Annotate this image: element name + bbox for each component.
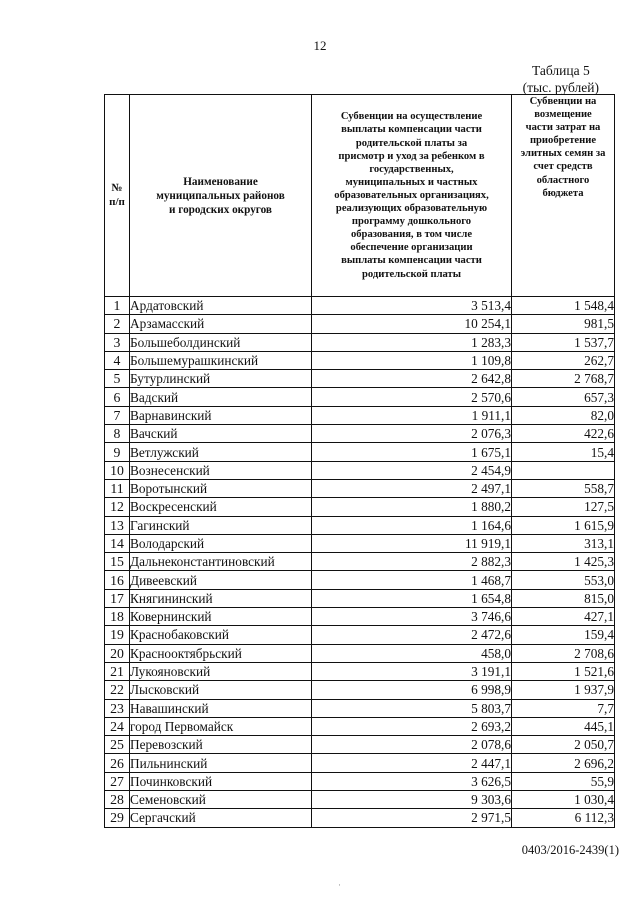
compensation-value: 3 746,6: [312, 608, 512, 626]
district-name: Большеболдинский: [130, 333, 312, 351]
header-col2-line: бюджета: [542, 187, 584, 199]
row-number: 19: [105, 626, 130, 644]
table-row: [105, 443, 615, 461]
table-row: [105, 406, 615, 424]
table-row: [105, 388, 615, 406]
row-number: 14: [105, 534, 130, 552]
district-name: Краснооктябрьский: [130, 644, 312, 662]
compensation-value: 2 693,2: [312, 717, 512, 735]
seed-subsidy-value: 1 030,4: [512, 791, 615, 809]
header-col1-line: государственных,: [369, 163, 454, 175]
district-name: Сергачский: [130, 809, 312, 827]
district-name: Лысковский: [130, 681, 312, 699]
table-unit: (тыс. рублей): [522, 80, 599, 95]
seed-subsidy-value: 82,0: [512, 406, 615, 424]
row-number: 23: [105, 699, 130, 717]
district-name: Большемурашкинский: [130, 351, 312, 369]
row-number: 4: [105, 351, 130, 369]
table-row: [105, 699, 615, 717]
district-name: Дальнеконстантиновский: [130, 553, 312, 571]
district-name: Ковернинский: [130, 608, 312, 626]
table-caption: [523, 62, 599, 96]
row-number: 15: [105, 553, 130, 571]
seed-subsidy-value: 427,1: [512, 608, 615, 626]
seed-subsidy-value: 1 937,9: [512, 681, 615, 699]
table-row: [105, 791, 615, 809]
table-row: [105, 333, 615, 351]
table-row: [105, 553, 615, 571]
seed-subsidy-value: 553,0: [512, 571, 615, 589]
district-name: Вадский: [130, 388, 312, 406]
row-number: 8: [105, 425, 130, 443]
compensation-value: 1 911,1: [312, 406, 512, 424]
seed-subsidy-value: 1 521,6: [512, 662, 615, 680]
seed-subsidy-value: 422,6: [512, 425, 615, 443]
seed-subsidy-value: 815,0: [512, 589, 615, 607]
table-header-row: [105, 95, 615, 297]
row-number: 21: [105, 662, 130, 680]
compensation-value: 1 283,3: [312, 333, 512, 351]
compensation-value: 5 803,7: [312, 699, 512, 717]
district-name: Ардатовский: [130, 297, 312, 315]
row-number: 26: [105, 754, 130, 772]
document-code: 0403/2016-2439(1): [521, 843, 619, 857]
table-row: [105, 736, 615, 754]
compensation-value: 1 654,8: [312, 589, 512, 607]
header-name-line: и городских округов: [169, 203, 272, 216]
header-col1-line: обеспечение организации: [350, 242, 473, 254]
compensation-value: 2 570,6: [312, 388, 512, 406]
table-row: [105, 479, 615, 497]
table-row: [105, 425, 615, 443]
district-name: Воскресенский: [130, 498, 312, 516]
compensation-value: 3 626,5: [312, 772, 512, 790]
table-row: [105, 315, 615, 333]
compensation-value: 2 078,6: [312, 736, 512, 754]
row-number: 13: [105, 516, 130, 534]
header-col1-line: родительской платы: [361, 268, 462, 280]
compensation-value: 11 919,1: [312, 534, 512, 552]
page-number: 12: [313, 38, 327, 53]
district-name: Гагинский: [130, 516, 312, 534]
compensation-value: 2 472,6: [312, 626, 512, 644]
district-name: Вачский: [130, 425, 312, 443]
compensation-value: 2 447,1: [312, 754, 512, 772]
row-number: 18: [105, 608, 130, 626]
row-number: 25: [105, 736, 130, 754]
header-col1-line: программу дошкольного: [351, 216, 472, 228]
district-name: Лукояновский: [130, 662, 312, 680]
header-num-line: п/п: [109, 195, 125, 208]
row-number: 1: [105, 297, 130, 315]
table-row: [105, 589, 615, 607]
table-row: [105, 297, 615, 315]
district-name: Ветлужский: [130, 443, 312, 461]
header-col1-line: Субвенции на осуществление: [340, 111, 483, 123]
seed-subsidy-value: 2 050,7: [512, 736, 615, 754]
district-name: Краснобаковский: [130, 626, 312, 644]
compensation-value: 1 675,1: [312, 443, 512, 461]
district-name: Семеновский: [130, 791, 312, 809]
seed-subsidy-value: 127,5: [512, 498, 615, 516]
seed-subsidy-value: 6 112,3: [512, 809, 615, 827]
header-col2-line: элитных семян за: [520, 148, 606, 160]
header-col1: [312, 95, 512, 297]
row-number: 11: [105, 479, 130, 497]
row-number: 17: [105, 589, 130, 607]
header-col2-line: счет средств: [533, 161, 593, 173]
district-name: Варнавинский: [130, 406, 312, 424]
row-number: 24: [105, 717, 130, 735]
seed-subsidy-value: 7,7: [512, 699, 615, 717]
district-name: Арзамасский: [130, 315, 312, 333]
compensation-value: 2 642,8: [312, 370, 512, 388]
row-number: 3: [105, 333, 130, 351]
seed-subsidy-value: 2 708,6: [512, 644, 615, 662]
district-name: город Первомайск: [130, 717, 312, 735]
row-number: 20: [105, 644, 130, 662]
subsidy-table: [104, 94, 615, 828]
seed-subsidy-value: 1 537,7: [512, 333, 615, 351]
seed-subsidy-value: 558,7: [512, 479, 615, 497]
table-row: [105, 516, 615, 534]
seed-subsidy-value: 2 768,7: [512, 370, 615, 388]
compensation-value: 2 882,3: [312, 553, 512, 571]
seed-subsidy-value: 1 425,3: [512, 553, 615, 571]
compensation-value: 2 454,9: [312, 461, 512, 479]
header-col2: [512, 95, 615, 297]
district-name: Володарский: [130, 534, 312, 552]
header-col2-line: приобретение: [529, 135, 597, 147]
header-col1-line: выплаты компенсации части: [341, 255, 482, 267]
header-col1-line: образовательных организациях,: [334, 189, 489, 201]
row-number: 27: [105, 772, 130, 790]
compensation-value: 2 076,3: [312, 425, 512, 443]
header-col2-line: Субвенции на: [529, 96, 597, 107]
compensation-value: 2 971,5: [312, 809, 512, 827]
seed-subsidy-value: 15,4: [512, 443, 615, 461]
row-number: 6: [105, 388, 130, 406]
row-number: 7: [105, 406, 130, 424]
seed-subsidy-value: 1 615,9: [512, 516, 615, 534]
table-row: [105, 370, 615, 388]
header-name: [130, 95, 312, 297]
compensation-value: 6 998,9: [312, 681, 512, 699]
table-row: [105, 754, 615, 772]
compensation-value: 1 880,2: [312, 498, 512, 516]
row-number: 22: [105, 681, 130, 699]
header-num: [105, 95, 130, 297]
district-name: Воротынский: [130, 479, 312, 497]
compensation-value: 1 164,6: [312, 516, 512, 534]
row-number: 16: [105, 571, 130, 589]
seed-subsidy-value: 981,5: [512, 315, 615, 333]
compensation-value: 9 303,6: [312, 791, 512, 809]
header-col1-line: муниципальных и частных: [345, 176, 478, 188]
header-col1-line: родительской платы за: [355, 137, 468, 149]
district-name: Вознесенский: [130, 461, 312, 479]
seed-subsidy-value: 2 696,2: [512, 754, 615, 772]
header-name-line: Наименование: [183, 175, 258, 188]
row-number: 9: [105, 443, 130, 461]
compensation-value: 458,0: [312, 644, 512, 662]
table-body: [105, 297, 615, 828]
compensation-value: 3 191,1: [312, 662, 512, 680]
compensation-value: 10 254,1: [312, 315, 512, 333]
seed-subsidy-value: 313,1: [512, 534, 615, 552]
table-row: [105, 772, 615, 790]
header-col1-line: присмотр и уход за ребенком в: [338, 150, 485, 162]
row-number: 10: [105, 461, 130, 479]
table-row: [105, 626, 615, 644]
header-col1-line: образования, в том числе: [350, 229, 473, 241]
seed-subsidy-value: 262,7: [512, 351, 615, 369]
district-name: Навашинский: [130, 699, 312, 717]
district-name: Починковский: [130, 772, 312, 790]
header-col2-line: части затрат на: [525, 122, 601, 134]
compensation-value: 1 468,7: [312, 571, 512, 589]
header-name-line: муниципальных районов: [156, 189, 285, 202]
table-row: [105, 809, 615, 827]
district-name: Княгининский: [130, 589, 312, 607]
table-row: [105, 534, 615, 552]
header-col1-line: выплаты компенсации части: [341, 124, 482, 136]
compensation-value: 2 497,1: [312, 479, 512, 497]
header-num-line: №: [111, 182, 123, 195]
table-row: [105, 461, 615, 479]
table-row: [105, 717, 615, 735]
header-col2-line: возмещение: [534, 109, 592, 121]
table-row: [105, 681, 615, 699]
table-title: Таблица 5: [531, 63, 590, 78]
seed-subsidy-value: [512, 461, 615, 479]
row-number: 5: [105, 370, 130, 388]
scan-dot: ·: [338, 880, 341, 890]
table-row: [105, 571, 615, 589]
seed-subsidy-value: 55,9: [512, 772, 615, 790]
district-name: Пильнинский: [130, 754, 312, 772]
district-name: Перевозский: [130, 736, 312, 754]
header-col2-line: областного: [536, 174, 590, 186]
compensation-value: 3 513,4: [312, 297, 512, 315]
seed-subsidy-value: 1 548,4: [512, 297, 615, 315]
header-col1-line: реализующих образовательную: [335, 203, 488, 215]
district-name: Дивеевский: [130, 571, 312, 589]
seed-subsidy-value: 445,1: [512, 717, 615, 735]
table-row: [105, 662, 615, 680]
table-row: [105, 498, 615, 516]
row-number: 28: [105, 791, 130, 809]
row-number: 29: [105, 809, 130, 827]
seed-subsidy-value: 159,4: [512, 626, 615, 644]
table-row: [105, 644, 615, 662]
seed-subsidy-value: 657,3: [512, 388, 615, 406]
row-number: 2: [105, 315, 130, 333]
table-row: [105, 351, 615, 369]
compensation-value: 1 109,8: [312, 351, 512, 369]
row-number: 12: [105, 498, 130, 516]
district-name: Бутурлинский: [130, 370, 312, 388]
table-row: [105, 608, 615, 626]
